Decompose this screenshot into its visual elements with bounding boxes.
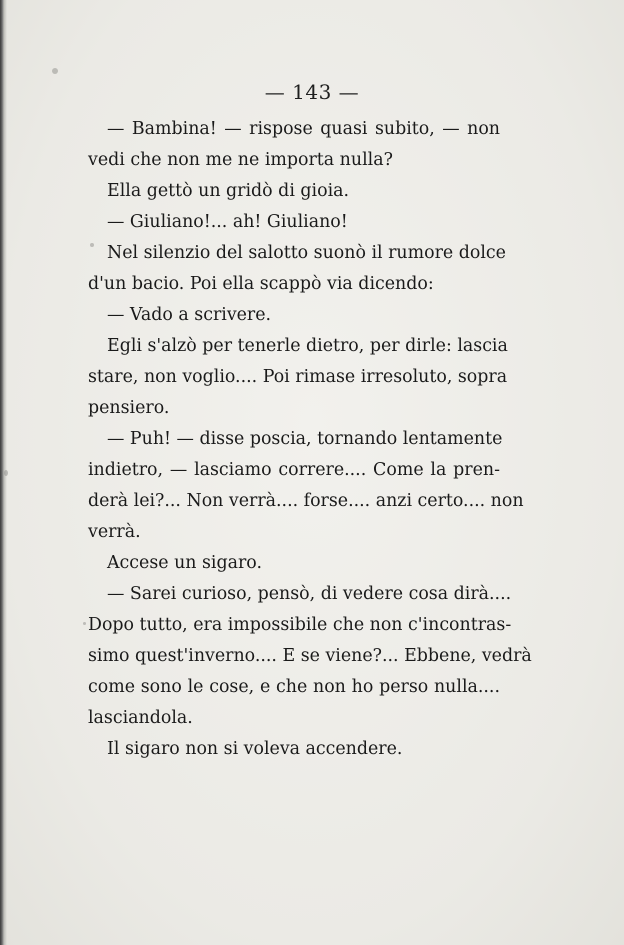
text-line: — Giuliano!... ah! Giuliano! bbox=[107, 212, 348, 232]
text-line: simo quest'inverno.... E se viene?... Ebbene, vedrà bbox=[88, 646, 532, 666]
text-line: vedi che non me ne importa nulla? bbox=[88, 150, 393, 170]
text-line: stare, non voglio.... Poi rimase irresoluto, sopra bbox=[88, 367, 508, 387]
text-line: indietro, — lasciamo correre.... Come la pren- bbox=[88, 460, 500, 480]
page-number: — 143 — bbox=[264, 80, 360, 104]
text-line: verrà. bbox=[88, 522, 141, 542]
text-line: — Sarei curioso, pensò, di vedere cosa dirà.... bbox=[107, 584, 512, 604]
body-text bbox=[88, 114, 532, 765]
text-line: Egli s'alzò per tenerle dietro, per dirle: lascia bbox=[107, 336, 508, 356]
text-line: Accese un sigaro. bbox=[107, 553, 262, 573]
paper-speck bbox=[4, 470, 8, 476]
text-line: — Bambina! — rispose quasi subito, — non bbox=[107, 119, 500, 139]
text-line: Ella gettò un gridò di gioia. bbox=[107, 181, 350, 201]
text-line: — Vado a scrivere. bbox=[107, 305, 272, 325]
text-line: pensiero. bbox=[88, 398, 170, 418]
text-line: come sono le cose, e che non ho perso nulla.... bbox=[88, 677, 500, 697]
text-line: Il sigaro non si voleva accendere. bbox=[107, 739, 403, 759]
text-line: lasciandola. bbox=[88, 708, 193, 728]
text-line: — Puh! — disse poscia, tornando lentamente bbox=[107, 429, 503, 449]
text-line: derà lei?... Non verrà.... forse.... anzi certo.... non bbox=[88, 491, 524, 511]
paper-speck bbox=[83, 622, 86, 625]
text-line: Dopo tutto, era impossibile che non c'incontras- bbox=[88, 615, 512, 635]
text-line: Nel silenzio del salotto suonò il rumore dolce bbox=[107, 243, 506, 263]
paper-speck bbox=[52, 68, 58, 74]
text-line: d'un bacio. Poi ella scappò via dicendo: bbox=[88, 274, 434, 294]
